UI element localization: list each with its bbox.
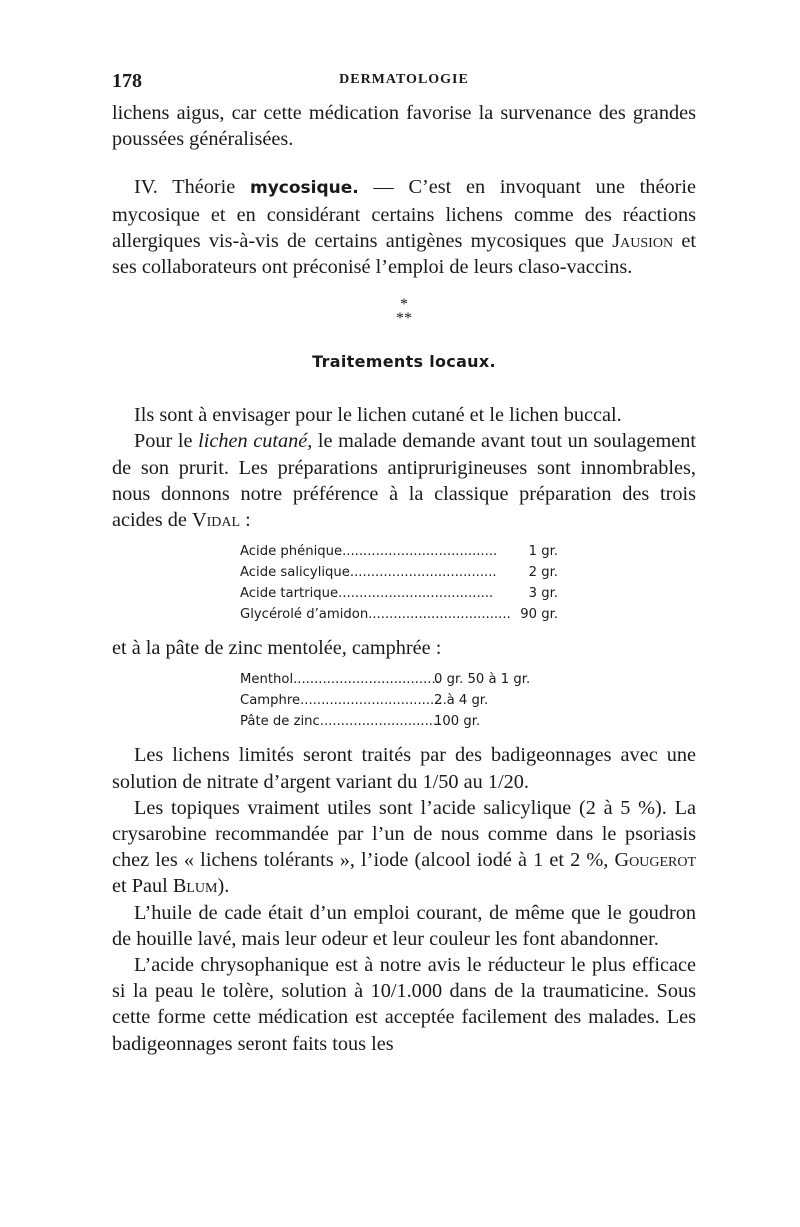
theory-number: IV. Théorie xyxy=(134,176,250,199)
asterism-bottom: ** xyxy=(396,310,412,328)
author-vidal: Vidal xyxy=(191,509,241,532)
para2-text-b: , le malade demande avant tout un soulagement de son prurit. Les préparations antiprurigineuses sont innombrables, nous donnons notre préférence à la classique préparation des trois acides de xyxy=(112,430,696,532)
author-blum: Blum xyxy=(172,875,218,898)
ingredient-quantity: 3 gr. xyxy=(528,586,558,602)
para2-emphasis: lichen cutané xyxy=(198,430,308,453)
section-title: Traitements locaux. xyxy=(312,352,496,372)
asterism-top: * xyxy=(400,296,408,314)
recipe-row xyxy=(240,541,558,562)
para5-text-a: Les topiques vraiment utiles sont l’acide salicylique (2 à 5 %). La crysarobine recommandée par l’un de nous comme dans le psoriasis chez les « lichens tolérants », l’iode (alcool iodé à 1 et 2 %, xyxy=(112,796,696,872)
running-title: DERMATOLOGIE xyxy=(339,72,469,87)
asterism-separator xyxy=(112,298,696,342)
theory-text-a: — C’est en invoquant une théorie mycosique et en considérant certains lichens comme des réactions allergiques vis-à-vis de certains antigènes mycosiques que xyxy=(112,176,696,252)
ingredient-name: Menthol................................... xyxy=(240,672,440,688)
para5-text-c: ). xyxy=(217,875,230,898)
recipe-three-acids xyxy=(240,541,558,625)
book-page xyxy=(112,70,696,1057)
ingredient-quantity: 2 à 4 gr. xyxy=(434,693,489,709)
ingredient-quantity: 1 gr. xyxy=(528,544,558,560)
ingredient-quantity: 100 gr. xyxy=(434,714,481,730)
recipe-zinc-paste xyxy=(240,669,570,732)
ingredient-quantity: 90 gr. xyxy=(520,607,558,623)
author-jausion: Jausion xyxy=(612,229,674,252)
recipe-row xyxy=(240,669,570,690)
recipe-row xyxy=(240,562,558,583)
theory-text-b: et ses collaborateurs ont préconisé l’emploi de leurs claso-vaccins. xyxy=(112,229,696,279)
paragraph-huile-cade: L’huile de cade était d’un emploi courant, de même que le goudron de houille lavé, mais leur odeur et leur couleur les font abandonner. xyxy=(112,901,696,950)
recipe-row xyxy=(240,604,558,625)
theory-paragraph xyxy=(112,174,696,280)
page-header xyxy=(112,70,696,100)
paragraph-pate-zinc: et à la pâte de zinc mentolée, camphrée : xyxy=(112,637,442,660)
para2-text-a: Pour le xyxy=(134,430,199,453)
intro-paragraph: lichens aigus, car cette médication favorise la survenance des grandes poussées généralisées. xyxy=(112,102,696,151)
ingredient-name: Pâte de zinc............................. xyxy=(240,714,442,730)
paragraph-topiques xyxy=(112,795,696,900)
recipe-row xyxy=(240,690,570,711)
ingredient-name: Acide tartrique..................................... xyxy=(240,586,494,602)
author-gougerot: Gougerot xyxy=(614,849,696,872)
paragraph-nitrate: Les lichens limités seront traités par des badigeonnages avec une solution de nitrate d’argent variant du 1/50 au 1/20. xyxy=(112,744,696,793)
recipe-row xyxy=(240,583,558,604)
ingredient-name: Glycérolé d’amidon.................................. xyxy=(240,607,511,623)
recipe-row xyxy=(240,711,570,732)
page-number: 178 xyxy=(112,70,142,92)
theory-title: mycosique. xyxy=(249,178,359,199)
ingredient-name: Acide phénique..................................... xyxy=(240,544,498,560)
para2-text-c: : xyxy=(240,509,251,532)
paragraph-lichen-cutane xyxy=(112,428,696,533)
section-heading xyxy=(112,352,696,402)
ingredient-quantity: 2 gr. xyxy=(528,565,558,581)
ingredient-quantity: 0 gr. 50 à 1 gr. xyxy=(434,672,531,688)
para5-text-b: et Paul xyxy=(112,875,173,898)
ingredient-name: Acide salicylique................................... xyxy=(240,565,497,581)
paragraph-lichen-types: Ils sont à envisager pour le lichen cutané et le lichen buccal. xyxy=(134,404,622,427)
ingredient-name: Camphre................................... xyxy=(240,693,447,709)
paragraph-acide-chrysophanique: L’acide chrysophanique est à notre avis le réducteur le plus efficace si la peau le tolère, solution à 10/1.000 dans de la traumaticine. Sous cette forme cette médication est acceptée facilement des malades. Les badigeonnages seront faits tous les xyxy=(112,954,696,1055)
